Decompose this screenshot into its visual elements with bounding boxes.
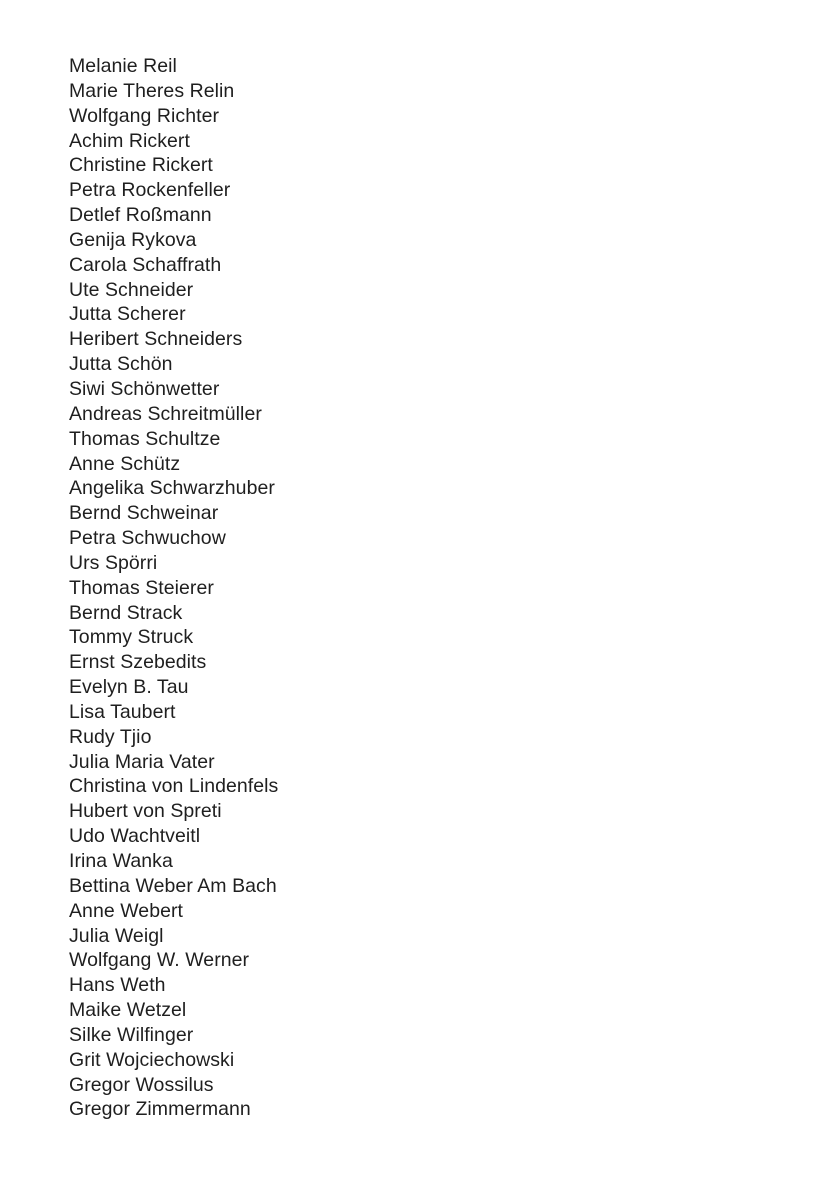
list-item: Ute Schneider: [69, 278, 194, 301]
list-item: Ernst Szebedits: [69, 651, 207, 674]
list-item: Andreas Schreitmüller: [69, 402, 262, 425]
list-item: Carola Schaffrath: [69, 253, 222, 276]
name-list: [69, 54, 278, 1122]
list-item: Marie Theres Relin: [69, 79, 235, 102]
list-item: Genija Rykova: [69, 228, 197, 251]
list-item: Achim Rickert: [69, 129, 190, 152]
list-item: Bettina Weber Am Bach: [69, 874, 277, 897]
list-item: Heribert Schneiders: [69, 328, 243, 351]
list-item: Udo Wachtveitl: [69, 825, 201, 848]
list-item: Christine Rickert: [69, 154, 213, 177]
list-item: Anne Schütz: [69, 452, 181, 475]
list-item: Detlef Roßmann: [69, 204, 212, 227]
list-item: Petra Rockenfeller: [69, 179, 231, 202]
list-item: Hubert von Spreti: [69, 800, 222, 823]
list-item: Thomas Schultze: [69, 427, 221, 450]
list-item: Julia Maria Vater: [69, 750, 215, 773]
list-item: Lisa Taubert: [69, 700, 176, 723]
list-item: Jutta Schön: [69, 353, 173, 376]
list-item: Jutta Scherer: [69, 303, 186, 326]
list-item: Siwi Schönwetter: [69, 377, 220, 400]
list-item: Hans Weth: [69, 974, 166, 997]
list-item: Christina von Lindenfels: [69, 775, 279, 798]
list-item: Gregor Wossilus: [69, 1073, 214, 1096]
list-item: Wolfgang W. Werner: [69, 949, 250, 972]
list-item: Angelika Schwarzhuber: [69, 477, 275, 500]
list-item: Evelyn B. Tau: [69, 676, 189, 699]
list-item: Bernd Strack: [69, 601, 183, 624]
list-item: Melanie Reil: [69, 55, 177, 77]
list-item: Grit Wojciechowski: [69, 1048, 235, 1071]
list-item: Thomas Steierer: [69, 576, 214, 599]
list-item: Petra Schwuchow: [69, 527, 226, 550]
list-item: Anne Webert: [69, 899, 184, 922]
list-item: Urs Spörri: [69, 551, 158, 574]
list-item: Maike Wetzel: [69, 999, 187, 1022]
list-item: Tommy Struck: [69, 626, 194, 649]
list-item: Rudy Tjio: [69, 725, 152, 748]
list-item: Silke Wilfinger: [69, 1023, 194, 1046]
list-item: Julia Weigl: [69, 924, 164, 947]
list-item: Wolfgang Richter: [69, 104, 220, 127]
list-item: Bernd Schweinar: [69, 502, 219, 525]
list-item: Irina Wanka: [69, 850, 173, 872]
list-item: Gregor Zimmermann: [69, 1098, 251, 1121]
